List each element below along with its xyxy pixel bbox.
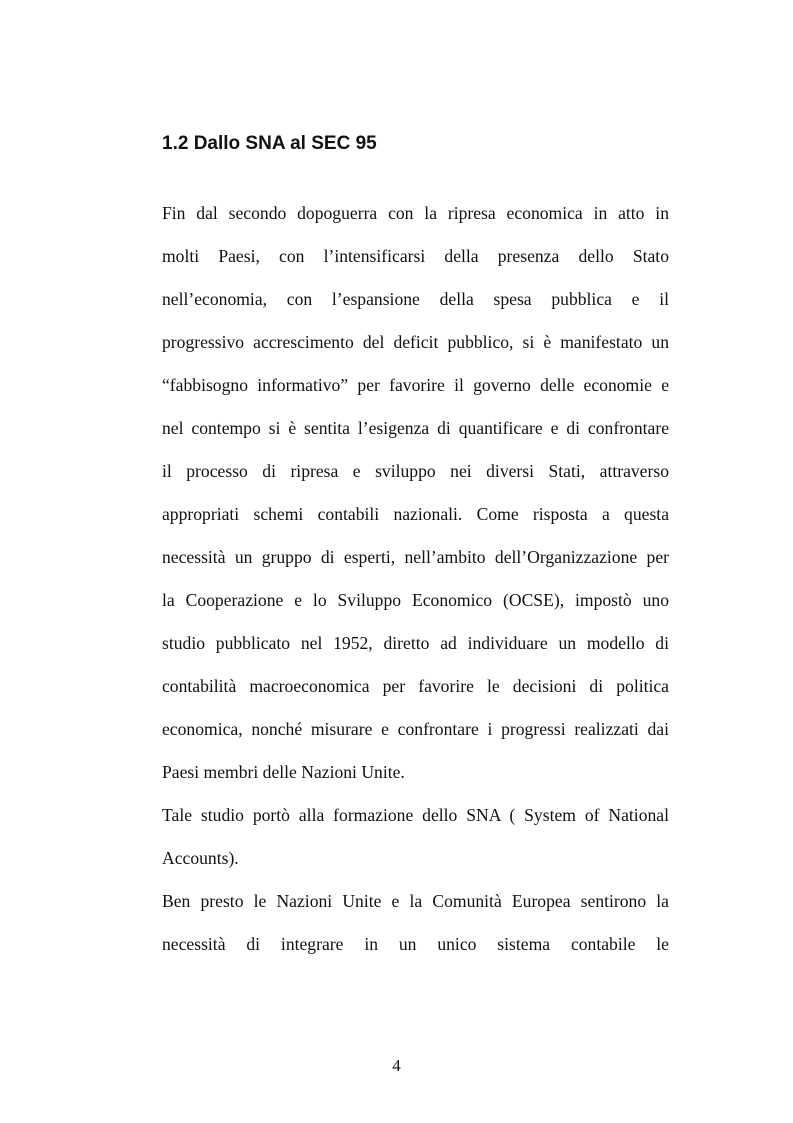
paragraph-line: Fin dal secondo dopoguerra con la ripresa economica in atto in [162,203,669,223]
paragraph-1 [162,192,669,794]
paragraph-line: economica, nonché misurare e confrontare i progressi realizzati dai [162,719,669,739]
paragraph-line: necessità di integrare in un unico sistema contabile le [162,934,669,954]
paragraph-line: contabilità macroeconomica per favorire le decisioni di politica [162,676,669,696]
paragraph-line: studio pubblicato nel 1952, diretto ad individuare un modello di [162,633,669,653]
paragraph-2 [162,794,669,880]
paragraph-line: Paesi membri delle Nazioni Unite. [162,762,405,782]
paragraph-line: nel contempo si è sentita l’esigenza di quantificare e di confrontare [162,418,669,438]
page-number: 4 [392,1056,401,1075]
paragraph-line: il processo di ripresa e sviluppo nei diversi Stati, attraverso [162,461,669,481]
paragraph-line: molti Paesi, con l’intensificarsi della presenza dello Stato [162,246,669,266]
paragraph-line: necessità un gruppo di esperti, nell’ambito dell’Organizzazione per [162,547,669,567]
paragraph-line: Accounts). [162,848,239,868]
paragraph-3 [162,880,669,966]
section-title: 1.2 Dallo SNA al SEC 95 [162,133,377,154]
paragraph-line: Ben presto le Nazioni Unite e la Comunità Europea sentirono la [162,891,669,911]
paragraph-line: la Cooperazione e lo Sviluppo Economico (OCSE), impostò uno [162,590,669,610]
paragraph-line: “fabbisogno informativo” per favorire il governo delle economie e [162,375,669,395]
paragraph-line: Tale studio portò alla formazione dello SNA ( System of National [162,805,669,825]
paragraph-line: nell’economia, con l’espansione della spesa pubblica e il [162,289,669,309]
paragraph-line: progressivo accrescimento del deficit pubblico, si è manifestato un [162,332,669,352]
paragraph-line: appropriati schemi contabili nazionali. Come risposta a questa [162,504,669,524]
